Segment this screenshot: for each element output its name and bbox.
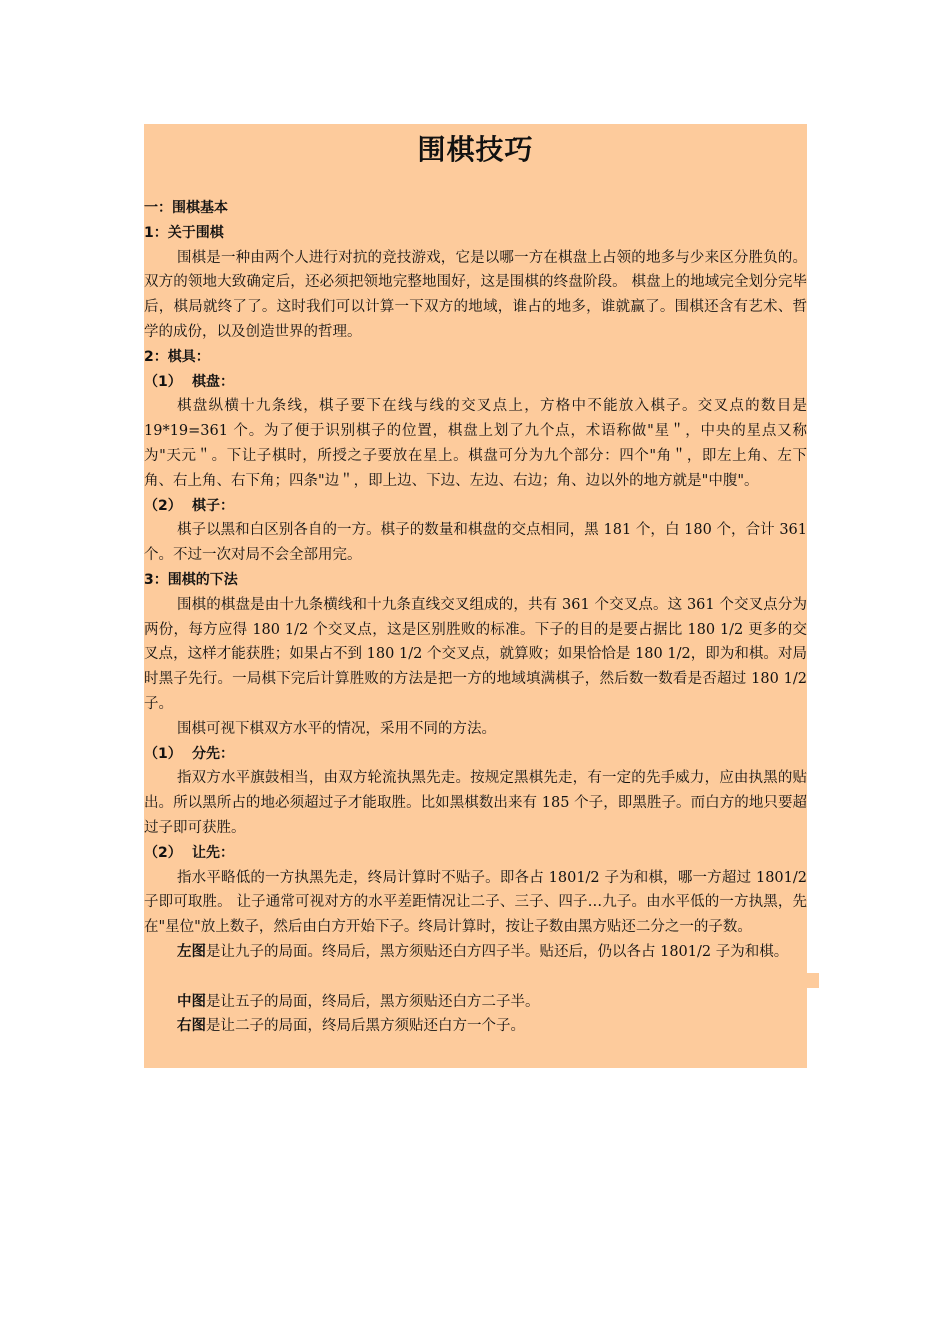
sub-heading-label: 棋子： — [192, 497, 234, 514]
paragraph: 指双方水平旗鼓相当，由双方轮流执黑先走。按规定黑棋先走，有一定的先手威力，应由执黑的贴出。所以黑所占的地必须超过子才能取胜。比如黑棋数出来有 185 个子，即黑胜子。而白方的地只要超过子即可获胜。 — [144, 770, 807, 836]
caption-text: 是让九子的局面。终局后，黑方须贴还白方四子半。贴还后，仍以各占 1801/2 子为和棋。 — [206, 943, 789, 960]
subsection-heading: 3：围棋的下法 — [144, 571, 238, 588]
page-title: 围棋技巧 — [417, 133, 534, 166]
sub-heading-label: 分先： — [192, 745, 234, 762]
caption-text: 是让五子的局面，终局后，黑方须贴还白方二子半。 — [206, 993, 540, 1010]
sub-heading — [144, 494, 807, 519]
sub-heading — [144, 841, 807, 866]
sub-heading — [144, 370, 807, 395]
caption-text: 是让二子的局面，终局后黑方须贴还白方一个子。 — [206, 1018, 525, 1035]
paragraph: 围棋的棋盘是由十九条横线和十九条直线交叉组成的，共有 361 个交叉点。这 361 个交叉点分为两份，每方应得 180 1/2 个交叉点，这是区别胜败的标准。下子的目的是要占据比 180 1/2 更多的交叉点，这样才能获胜；如果占不到 180 1/2 个交叉点，就算败；如果恰恰是 180 1/2，即为和棋。对局时黑子先行。一局棋下完后计算胜败的方法是把一方的地域填满棋子，然后数一数看是否超过 180 1/2 子。 — [144, 596, 807, 712]
paragraph: 指水平略低的一方执黑先走，终局计算时不贴子。即各占 1801/2 子为和棋，哪一方超过 1801/2 子即可取胜。 让子通常可视对方的水平差距情况让二子、三子、四子…九子。由水平低的一方执黑，先在"星位"放上数子，然后由白方开始下子。终局计算时，按让子数由黑方贴还二分之一的子数。 — [144, 869, 807, 936]
caption-key: 左图 — [177, 942, 206, 960]
sub-heading-number: （1） — [144, 745, 182, 762]
spacer — [144, 965, 807, 990]
paragraph: 棋子以黑和白区别各自的一方。棋子的数量和棋盘的交点相同，黑 181 个，白 180 个，合计 361 个。不过一次对局不会全部用完。 — [144, 522, 807, 564]
caption-right — [144, 1014, 807, 1039]
sub-heading-number: （2） — [144, 844, 182, 861]
background-tab — [807, 973, 819, 988]
caption-key: 右图 — [177, 1017, 206, 1035]
caption-left — [144, 940, 807, 965]
sub-heading-label: 棋盘： — [192, 373, 234, 390]
paragraph: 围棋可视下棋双方水平的情况，采用不同的方法。 — [177, 720, 496, 737]
caption-key: 中图 — [177, 992, 206, 1010]
paragraph: 棋盘纵横十九条线，棋子要下在线与线的交叉点上，方格中不能放入棋子。交叉点的数目是 19*19=361 个。为了便于识别棋子的位置，棋盘上划了九个点，术语称做"星＂，中央的星点又称为"天元＂。下让子棋时，所授之子要放在星上。棋盘可分为九个部分：四个"角＂，即左上角、左下角、右上角、右下角；四条"边＂，即上边、下边、左边、右边；角、边以外的地方就是"中腹"。 — [144, 398, 807, 489]
paragraph: 围棋是一种由两个人进行对抗的竞技游戏，它是以哪一方在棋盘上占领的地多与少来区分胜负的。双方的领地大致确定后，还必须把领地完整地围好，这是围棋的终盘阶段。 棋盘上的地域完全划分完毕后，棋局就终了了。这时我们可以计算一下双方的地域，谁占的地多，谁就赢了。围棋还含有艺术、哲学的成份，以及创造世界的哲理。 — [144, 249, 807, 340]
caption-middle — [144, 990, 807, 1015]
subsection-heading: 2：棋具： — [144, 348, 210, 365]
section-heading: 一：围棋基本 — [144, 200, 228, 216]
subsection-heading: 1：关于围棋 — [144, 224, 224, 241]
sub-heading — [144, 742, 807, 767]
sub-heading-number: （2） — [144, 497, 182, 514]
sub-heading-number: （1） — [144, 373, 182, 390]
document-body — [144, 196, 807, 1039]
sub-heading-label: 让先： — [192, 844, 234, 861]
